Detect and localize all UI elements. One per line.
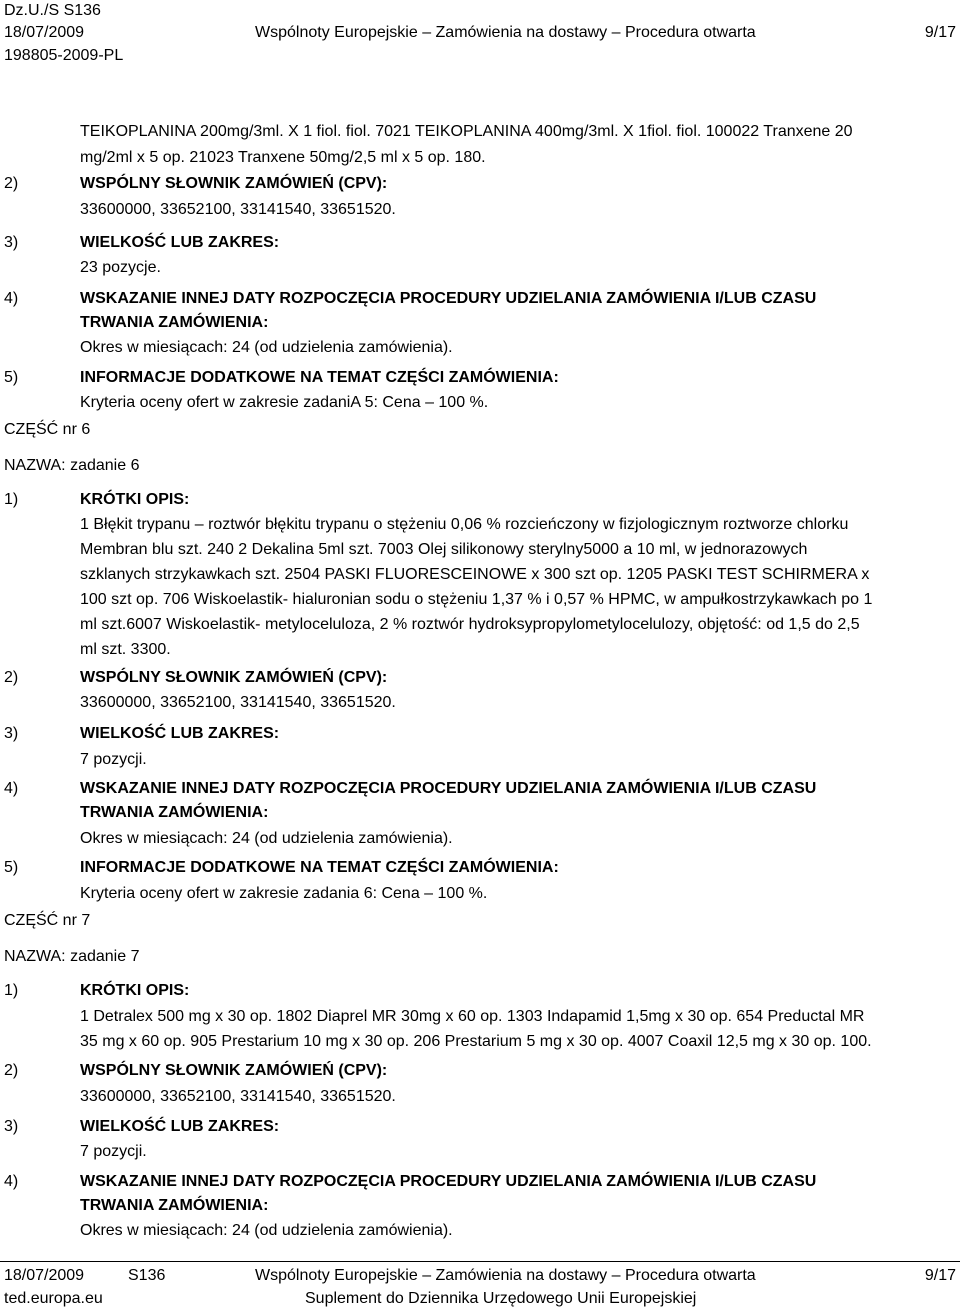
duration-value: Okres w miesiącach: 24 (od udzielenia zamówienia). [80,1222,453,1239]
section-number: 3) [4,234,19,251]
intro-line-2: mg/2ml x 5 op. 21023 Tranxene 50mg/2,5 ml x 5 op. 180. [80,149,486,166]
desc-line: 100 szt op. 706 Wiskoelastik- hialuronian sodu o stężeniu 1,37 % i 0,57 % HPMC, w ampułkostrzykawkach po 1 [80,591,873,608]
header-date: 18/07/2009 [4,24,85,41]
date-heading-line-1: WSKAZANIE INNEJ DATY ROZPOCZĘCIA PROCEDURY UDZIELANIA ZAMÓWIENIA I/LUB CZASU [80,780,817,797]
date-heading-line-2: TRWANIA ZAMÓWIENIA: [80,1197,269,1214]
header-doc-id: 198805-2009-PL [4,47,124,64]
section-number: 2) [4,669,19,686]
part-7-name: NAZWA: zadanie 7 [4,948,140,965]
section-number: 3) [4,725,19,742]
extra-info-value: Kryteria oceny ofert w zakresie zadaniA 5: Cena – 100 %. [80,394,489,411]
section-number: 5) [4,369,19,386]
footer-divider [0,1261,960,1262]
cpv-heading: WSPÓLNY SŁOWNIK ZAMÓWIEŃ (CPV): [80,1062,388,1079]
footer-title: Wspólnoty Europejskie – Zamówienia na dostawy – Procedura otwarta [255,1267,756,1284]
extra-info-heading: INFORMACJE DODATKOWE NA TEMAT CZĘŚCI ZAMÓWIENIA: [80,369,559,386]
footer-page-number: 9/17 [924,1267,956,1284]
cpv-codes: 33600000, 33652100, 33141540, 33651520. [80,694,396,711]
date-heading-line-2: TRWANIA ZAMÓWIENIA: [80,804,269,821]
date-heading-line-1: WSKAZANIE INNEJ DATY ROZPOCZĘCIA PROCEDURY UDZIELANIA ZAMÓWIENIA I/LUB CZASU [80,1173,817,1190]
desc-line: Membran blu szt. 240 2 Dekalina 5ml szt. 7003 Olej silikonowy sterylny5000 a 10 ml, w jednorazowych [80,541,808,558]
duration-value: Okres w miesiącach: 24 (od udzielenia zamówienia). [80,830,453,847]
duration-value: Okres w miesiącach: 24 (od udzielenia zamówienia). [80,339,453,356]
desc-line: szklanych strzykawkach szt. 2504 PASKI FLUORESCEINOWE x 300 szt op. 1205 PASKI TEST SCHIRMERA x [80,566,870,583]
footer-date: 18/07/2009 [4,1267,85,1284]
section-number: 4) [4,780,19,797]
header-page-number: 9/17 [924,24,956,41]
size-heading: WIELKOŚĆ LUB ZAKRES: [80,234,280,251]
footer-supplement: Suplement do Dziennika Urzędowego Unii Europejskiej [305,1290,697,1307]
cpv-codes: 33600000, 33652100, 33141540, 33651520. [80,201,396,218]
footer-issue: S136 [128,1267,166,1284]
desc-line: 1 Błękit trypanu – roztwór błękitu trypanu o stężeniu 0,06 % rozcieńczony w fizjologicznym roztworze chlorku [80,516,849,533]
desc-line: ml szt. 3300. [80,641,171,658]
section-number: 2) [4,1062,19,1079]
part-6-label: CZĘŚĆ nr 6 [4,421,91,438]
section-number: 4) [4,290,19,307]
section-number: 1) [4,982,19,999]
section-number: 4) [4,1173,19,1190]
short-desc-heading: KRÓTKI OPIS: [80,491,190,508]
journal-ref: Dz.U./S S136 [4,2,101,19]
size-value: 7 pozycji. [80,1143,147,1160]
desc-line: ml szt.6007 Wiskoelastik- metyloceluloza, 2 % roztwór hydroksypropylometylocelulozy, objętość: od 1,5 do 2,5 [80,616,860,633]
section-number: 1) [4,491,19,508]
date-heading-line-2: TRWANIA ZAMÓWIENIA: [80,314,269,331]
extra-info-value: Kryteria oceny ofert w zakresie zadania 6: Cena – 100 %. [80,885,488,902]
size-heading: WIELKOŚĆ LUB ZAKRES: [80,725,280,742]
desc-line: 1 Detralex 500 mg x 30 op. 1802 Diaprel MR 30mg x 60 op. 1303 Indapamid 1,5mg x 30 op. 654 Preductal MR [80,1008,865,1025]
section-number: 5) [4,859,19,876]
section-number: 3) [4,1118,19,1135]
cpv-heading: WSPÓLNY SŁOWNIK ZAMÓWIEŃ (CPV): [80,669,388,686]
cpv-heading: WSPÓLNY SŁOWNIK ZAMÓWIEŃ (CPV): [80,175,388,192]
part-6-name: NAZWA: zadanie 6 [4,457,140,474]
date-heading-line-1: WSKAZANIE INNEJ DATY ROZPOCZĘCIA PROCEDURY UDZIELANIA ZAMÓWIENIA I/LUB CZASU [80,290,817,307]
short-desc-heading: KRÓTKI OPIS: [80,982,190,999]
header-title: Wspólnoty Europejskie – Zamówienia na dostawy – Procedura otwarta [255,24,756,41]
size-value: 23 pozycje. [80,259,161,276]
extra-info-heading: INFORMACJE DODATKOWE NA TEMAT CZĘŚCI ZAMÓWIENIA: [80,859,559,876]
section-number: 2) [4,175,19,192]
footer-site-link[interactable]: ted.europa.eu [4,1290,103,1307]
part-7-label: CZĘŚĆ nr 7 [4,912,91,929]
cpv-codes: 33600000, 33652100, 33141540, 33651520. [80,1088,396,1105]
size-value: 7 pozycji. [80,751,147,768]
size-heading: WIELKOŚĆ LUB ZAKRES: [80,1118,280,1135]
intro-line-1: TEIKOPLANINA 200mg/3ml. X 1 fiol. fiol. 7021 TEIKOPLANINA 400mg/3ml. X 1fiol. fiol. 100022 Tranxene 20 [80,123,853,140]
desc-line: 35 mg x 60 op. 905 Prestarium 10 mg x 30 op. 206 Prestarium 5 mg x 30 op. 4007 Coaxil 12,5 mg x 30 op. 100. [80,1033,872,1050]
